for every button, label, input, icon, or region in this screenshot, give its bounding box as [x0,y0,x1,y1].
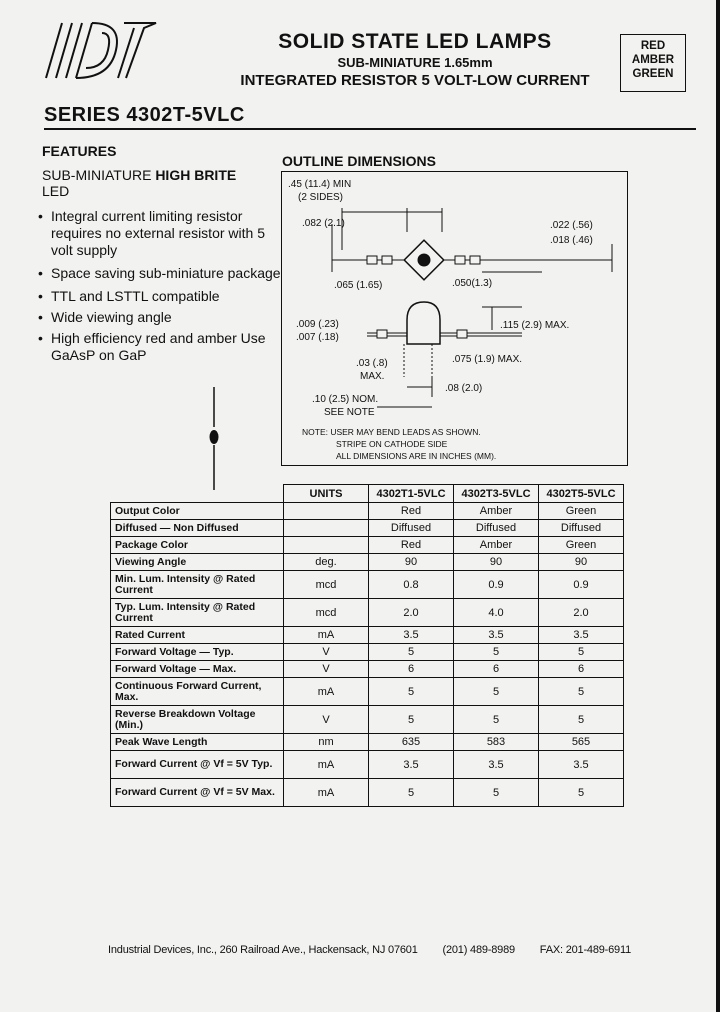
feature-item: • Wide viewing angle [38,309,283,326]
row-t1: 5 [369,644,454,661]
dim-115: .115 (2.9) MAX. [500,320,570,331]
row-param: Diffused — Non Diffused [111,520,284,537]
see-note: SEE NOTE [324,407,375,418]
footer-phone: (201) 489-8989 [442,944,515,956]
dim-two-sides: (2 SIDES) [298,192,344,203]
table-row [111,503,624,520]
table-row [111,627,624,644]
row-param: Reverse Breakdown Voltage (Min.) [111,706,284,734]
row-t3: 5 [454,706,539,734]
row-param: Output Color [111,503,284,520]
dim-082: .082 (2.1) [302,218,345,229]
dim-018: .018 (.46) [550,235,593,246]
dim-075: .075 (1.9) MAX. [452,354,523,365]
row-unit [284,503,369,520]
row-param: Viewing Angle [111,554,284,571]
row-t5: 5 [539,644,624,661]
row-t1: 3.5 [369,627,454,644]
table-row [111,520,624,537]
led-lamp-drawing [204,385,224,495]
row-param: Forward Voltage — Typ. [111,644,284,661]
dim-007: .007 (.18) [296,332,339,343]
row-t5: Green [539,537,624,554]
dim-min-length: .45 (11.4) MIN [288,179,352,190]
row-t1: 6 [369,661,454,678]
dim-03: .03 (.8) [356,358,388,369]
row-t5: 5 [539,678,624,706]
feature-item: • Integral current limiting resistor requires no external resistor with 5 volt supply [38,208,283,259]
row-unit: mA [284,751,369,779]
page-edge [716,0,720,1012]
row-unit [284,537,369,554]
features-heading: FEATURES [42,143,117,159]
row-t1: 5 [369,779,454,807]
row-param: Forward Current @ Vf = 5V Typ. [111,751,284,779]
header-t5: 4302T5-5VLC [539,485,624,503]
row-t1: 3.5 [369,751,454,779]
table-header-row [111,485,624,503]
row-unit [284,520,369,537]
dim-009: .009 (.23) [296,319,339,330]
footer-fax: FAX: 201-489-6911 [539,944,631,956]
company-logo [40,18,165,84]
table-row [111,751,624,779]
note-2: STRIPE ON CATHODE SIDE [336,439,448,449]
dim-050: .050(1.3) [452,278,493,289]
color-options-box [620,34,686,92]
row-unit: mA [284,779,369,807]
row-t5: 3.5 [539,751,624,779]
intro-bold: HIGH BRITE [155,167,237,183]
table-row [111,599,624,627]
header-t3: 4302T3-5VLC [454,485,539,503]
row-t1: 0.8 [369,571,454,599]
doc-title: SOLID STATE LED LAMPS [278,30,552,53]
row-param: Rated Current [111,627,284,644]
row-t5: Green [539,503,624,520]
row-t1: 5 [369,706,454,734]
note-3: ALL DIMENSIONS ARE IN INCHES (MM). [336,451,497,461]
row-t1: 635 [369,734,454,751]
row-t3: Amber [454,503,539,520]
row-t3: 0.9 [454,571,539,599]
row-unit: V [284,644,369,661]
row-param: Package Color [111,537,284,554]
color-green: GREEN [632,68,674,80]
row-t5: 2.0 [539,599,624,627]
doc-subtitle-2: INTEGRATED RESISTOR 5 VOLT-LOW CURRENT [240,72,590,89]
row-unit: mA [284,627,369,644]
row-t1: Red [369,503,454,520]
table-row [111,734,624,751]
row-unit: mcd [284,571,369,599]
row-t5: 5 [539,706,624,734]
row-t3: 3.5 [454,751,539,779]
intro-suffix: LED [42,183,70,199]
row-t5: 565 [539,734,624,751]
footer [108,944,653,956]
row-t3: Amber [454,537,539,554]
table-row [111,644,624,661]
row-unit: deg. [284,554,369,571]
row-unit: nm [284,734,369,751]
row-t1: Diffused [369,520,454,537]
row-unit: mcd [284,599,369,627]
row-t3: 3.5 [454,627,539,644]
feature-item: • Space saving sub-miniature package [38,265,283,282]
row-t5: Diffused [539,520,624,537]
dim-10: .10 (2.5) NOM. [312,394,379,405]
intro-prefix: SUB-MINIATURE [42,167,156,183]
table-row [111,706,624,734]
outline-diagram [281,171,628,466]
dim-022: .022 (.56) [550,220,593,231]
table-row [111,537,624,554]
table-row [111,779,624,807]
table-row [111,661,624,678]
row-t3: Diffused [454,520,539,537]
footer-company: Industrial Devices, Inc., 260 Railroad Ave., Hackensack, NJ 07601 [108,944,418,956]
row-t3: 90 [454,554,539,571]
row-t1: 90 [369,554,454,571]
row-param: Min. Lum. Intensity @ Rated Current [111,571,284,599]
row-unit: V [284,706,369,734]
color-red: RED [640,40,666,52]
table-row [111,678,624,706]
row-t5: 0.9 [539,571,624,599]
feature-item: • TTL and LSTTL compatible [38,288,283,305]
note-1: NOTE: USER MAY BEND LEADS AS SHOWN. [302,427,481,437]
row-t5: 3.5 [539,627,624,644]
row-t3: 583 [454,734,539,751]
doc-subtitle: SUB-MINIATURE 1.65mm [337,55,493,70]
series-title: SERIES 4302T-5VLC [44,104,245,126]
features-intro [42,167,272,199]
row-t3: 5 [454,644,539,661]
outline-heading: OUTLINE DIMENSIONS [282,153,437,169]
table-row [111,554,624,571]
header-blank [111,485,284,503]
row-t5: 90 [539,554,624,571]
row-param: Forward Voltage — Max. [111,661,284,678]
row-param: Continuous Forward Current, Max. [111,678,284,706]
row-param: Forward Current @ Vf = 5V Max. [111,779,284,807]
dim-065: .065 (1.65) [334,280,383,291]
row-t5: 6 [539,661,624,678]
dim-08: .08 (2.0) [445,383,483,394]
row-t1: 5 [369,678,454,706]
header-rule [44,128,696,130]
row-t3: 4.0 [454,599,539,627]
header-units: UNITS [284,485,369,503]
features-list [38,208,283,370]
row-t3: 5 [454,678,539,706]
spec-table [110,484,624,807]
row-t1: Red [369,537,454,554]
dim-03-max: MAX. [360,371,385,382]
row-t3: 6 [454,661,539,678]
row-unit: V [284,661,369,678]
row-param: Peak Wave Length [111,734,284,751]
header-t1: 4302T1-5VLC [369,485,454,503]
row-t1: 2.0 [369,599,454,627]
color-amber: AMBER [631,54,675,66]
table-row [111,571,624,599]
row-param: Typ. Lum. Intensity @ Rated Current [111,599,284,627]
row-t5: 5 [539,779,624,807]
row-t3: 5 [454,779,539,807]
row-unit: mA [284,678,369,706]
feature-item: • High efficiency red and amber Use GaAsP on GaP [38,330,283,364]
